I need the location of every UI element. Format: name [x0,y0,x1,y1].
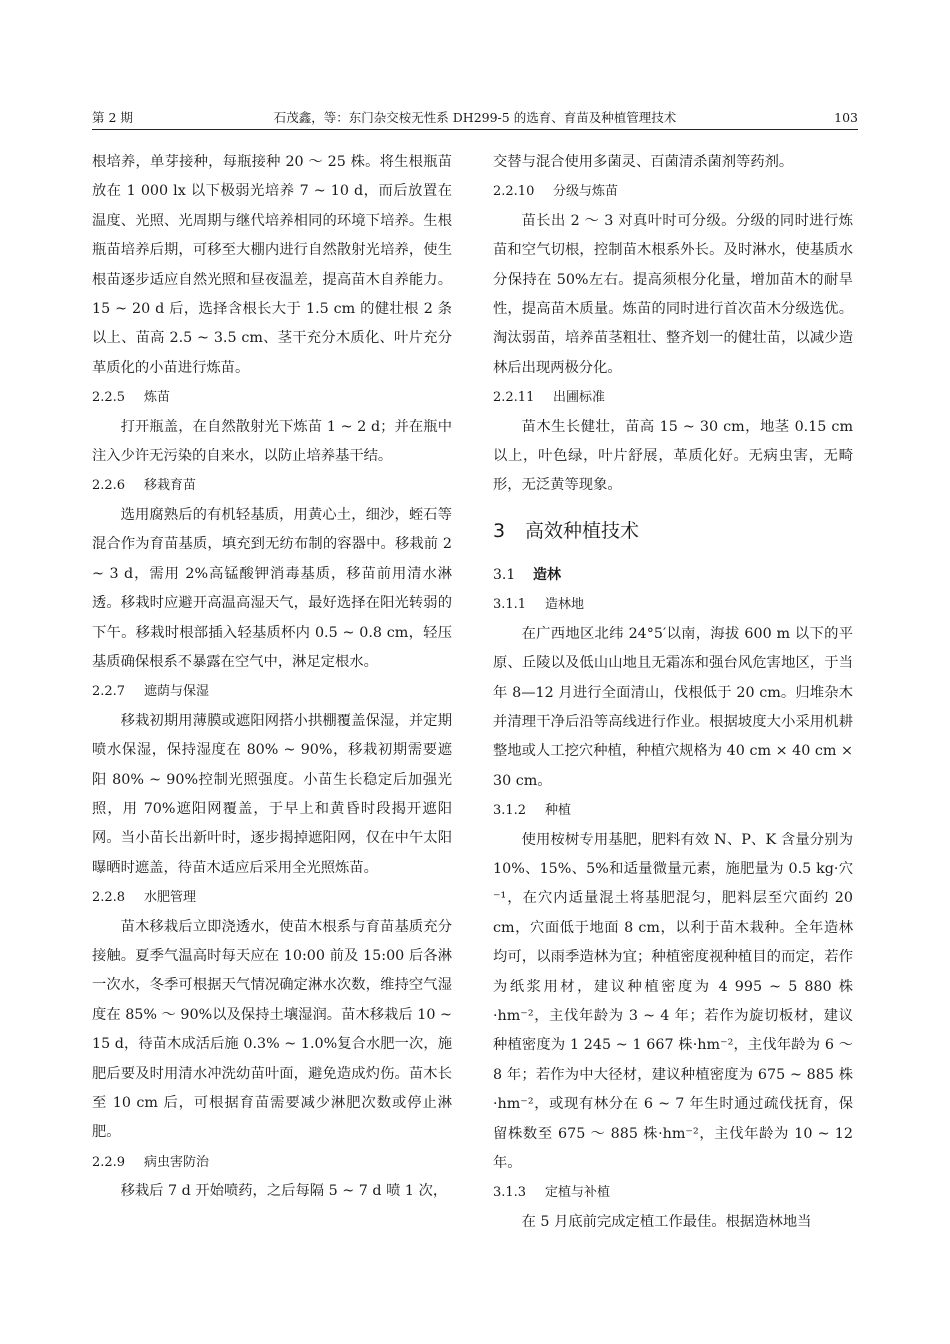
heading-text: 移栽育苗 [144,478,197,494]
left-column [92,148,452,1207]
heading-text: 病虫害防治 [144,1154,210,1170]
subsection-heading [493,796,853,825]
subsection-heading [92,677,452,706]
heading-number: 2.2.11 [493,390,535,406]
subsection-heading [493,1178,853,1207]
heading-text: 种植 [545,803,572,819]
heading-number: 2.2.8 [92,890,126,906]
subsection-heading [92,471,452,500]
heading-text: 遮荫与保湿 [144,684,210,700]
subsection-heading [92,383,452,412]
body-paragraph: 选用腐熟后的有机轻基质，用黄心土，细沙，蛭石等混合作为育苗基质，填充到无纺布制的容器中。移栽前 2 ~ 3 d，需用 2%高锰酸钾消毒基质，移苗前用清水淋透。移栽时应避开高温高湿天气，最好选择在阳光转弱的下午。移栽时根部插入轻基质杯内 0.5 ~ 0.8 cm，轻压基质确保根系不暴露在空气中，淋足定根水。 [92,506,452,670]
heading-number: 3.1.2 [493,803,527,819]
heading-number: 3.1.1 [493,597,527,613]
running-header [92,108,858,128]
right-column [493,148,853,1237]
body-paragraph: 使用桉树专用基肥，肥料有效 N、P、K 含量分别为 10%、15%、5%和适量微量元素，施肥量为 0.5 kg·穴⁻¹，在穴内适量混土将基肥混匀，肥料层至穴面约 20 cm，穴面低于地面 8 cm，以利于苗木栽种。全年造林均可，以雨季造林为宜；种植密度视种植目的而定，若作为纸浆用材，建议种植密度为 4 995 ~ 5 880 株·hm⁻²，主伐年龄为 3 ~ 4 年；若作为旋切板材，建议种植密度为 1 245 ~ 1 667 株·hm⁻²，主伐年龄为 6 ～ 8 年；若作为中大径材，建议种植密度为 675 ~ 885 株·hm⁻²，或现有林分在 6 ~ 7 年生时通过疏伐抚育，保留株数至 675 ～ 885 株·hm⁻²，主伐年龄为 10 ~ 12 年。 [493,831,853,1171]
body-paragraph: 打开瓶盖，在自然散射光下炼苗 1 ~ 2 d；并在瓶中注入少许无污染的自来水，以防止培养基干结。 [92,418,452,465]
heading-text: 高效种植技术 [525,519,640,542]
section-subheading [493,561,853,590]
heading-number: 2.2.7 [92,684,126,700]
header-rule [92,129,858,130]
heading-number: 2.2.9 [92,1154,126,1170]
heading-text: 分级与炼苗 [553,184,619,200]
heading-number: 3.1.3 [493,1185,527,1201]
section-heading [493,517,853,545]
heading-number: 2.2.6 [92,478,126,494]
heading-number: 3 [493,519,506,542]
heading-text: 造林 [533,566,561,583]
page-number: 103 [834,110,858,125]
heading-text: 定植与补植 [545,1185,611,1201]
subsection-heading [493,590,853,619]
body-paragraph: 苗木生长健壮，苗高 15 ~ 30 cm，地茎 0.15 cm 以上，叶色绿，叶片舒展，革质化好。无病虫害，无畸形，无泛黄等现象。 [493,418,853,494]
heading-text: 造林地 [545,597,585,613]
subsection-heading [493,383,853,412]
body-paragraph: 在广西地区北纬 24°5′以南，海拔 600 m 以下的平原、丘陵以及低山山地且无霜冻和强台风危害地区，于当年 8—12 月进行全面清山，伐根低于 20 cm。归堆杂木并清理干净后沿等高线进行作业。根据坡度大小采用机耕整地或人工挖穴种植，种植穴规格为 40 cm × 40 cm × 30 cm。 [493,625,853,789]
body-paragraph: 苗长出 2 ～ 3 对真叶时可分级。分级的同时进行炼苗和空气切根，控制苗木根系外长。及时淋水，使基质水分保持在 50%左右。提高须根分化量，增加苗木的耐旱性，提高苗木质量。炼苗的同时进行首次苗木分级选优。淘汰弱苗，培养苗茎粗壮、整齐划一的健壮苗，以减少造林后出现两极分化。 [493,212,853,376]
heading-text: 水肥管理 [144,890,197,906]
heading-number: 3.1 [493,566,516,583]
body-paragraph: 交替与混合使用多菌灵、百菌清杀菌剂等药剂。 [493,154,794,170]
subsection-heading [493,177,853,206]
body-paragraph: 移栽后 7 d 开始喷药，之后每隔 5 ~ 7 d 喷 1 次， [120,1183,448,1200]
heading-text: 炼苗 [144,390,171,406]
heading-text: 出圃标准 [553,390,606,406]
subsection-heading [92,1148,452,1177]
heading-number: 2.2.10 [493,184,535,200]
body-paragraph: 移栽初期用薄膜或遮阳网搭小拱棚覆盖保湿，并定期喷水保湿，保持湿度在 80% ~ 90%，移栽初期需要遮阳 80% ~ 90%控制光照强度。小苗生长稳定后加强光照，用 70%遮阳网覆盖，于早上和黄昏时段揭开遮阳网。当小苗长出新叶时，逐步揭掉遮阳网，仅在中午太阳曝晒时遮盖，待苗木适应后采用全光照炼苗。 [92,712,452,876]
body-paragraph: 根培养，单芽接种，每瓶接种 20 ～ 25 株。将生根瓶苗放在 1 000 lx 以下极弱光培养 7 ~ 10 d，而后放置在温度、光照、光周期与继代培养相同的环境下培养。生根瓶苗培养后期，可移至大棚内进行自然散射光培养，使生根苗逐步适应自然光照和昼夜温差，提高苗木自养能力。15 ~ 20 d 后，选择含根长大于 1.5 cm 的健壮根 2 条以上、苗高 2.5 ~ 3.5 cm、茎干充分木质化、叶片充分革质化的小苗进行炼苗。 [92,154,452,376]
issue-number: 第 2 期 [92,110,133,125]
subsection-heading [92,883,452,912]
body-paragraph: 苗木移栽后立即浇透水，使苗木根系与育苗基质充分接触。夏季气温高时每天应在 10:00 前及 15:00 后各淋一次水，冬季可根据天气情况确定淋水次数，维持空气湿度在 85% ～ 90%以及保持土壤湿润。苗木移栽后 10 ~ 15 d，待苗木成活后施 0.3% ~ 1.0%复合水肥一次，施肥后要及时用清水冲洗幼苗叶面，避免造成灼伤。苗木长至 10 cm 后，可根据育苗需要减少淋肥次数或停止淋肥。 [92,918,452,1141]
running-title: 石茂鑫，等：东门杂交桉无性系 DH299-5 的选育、育苗及种植管理技术 [273,110,677,125]
heading-number: 2.2.5 [92,390,126,406]
body-paragraph: 在 5 月底前完成定植工作最佳。根据造林地当 [521,1213,812,1230]
